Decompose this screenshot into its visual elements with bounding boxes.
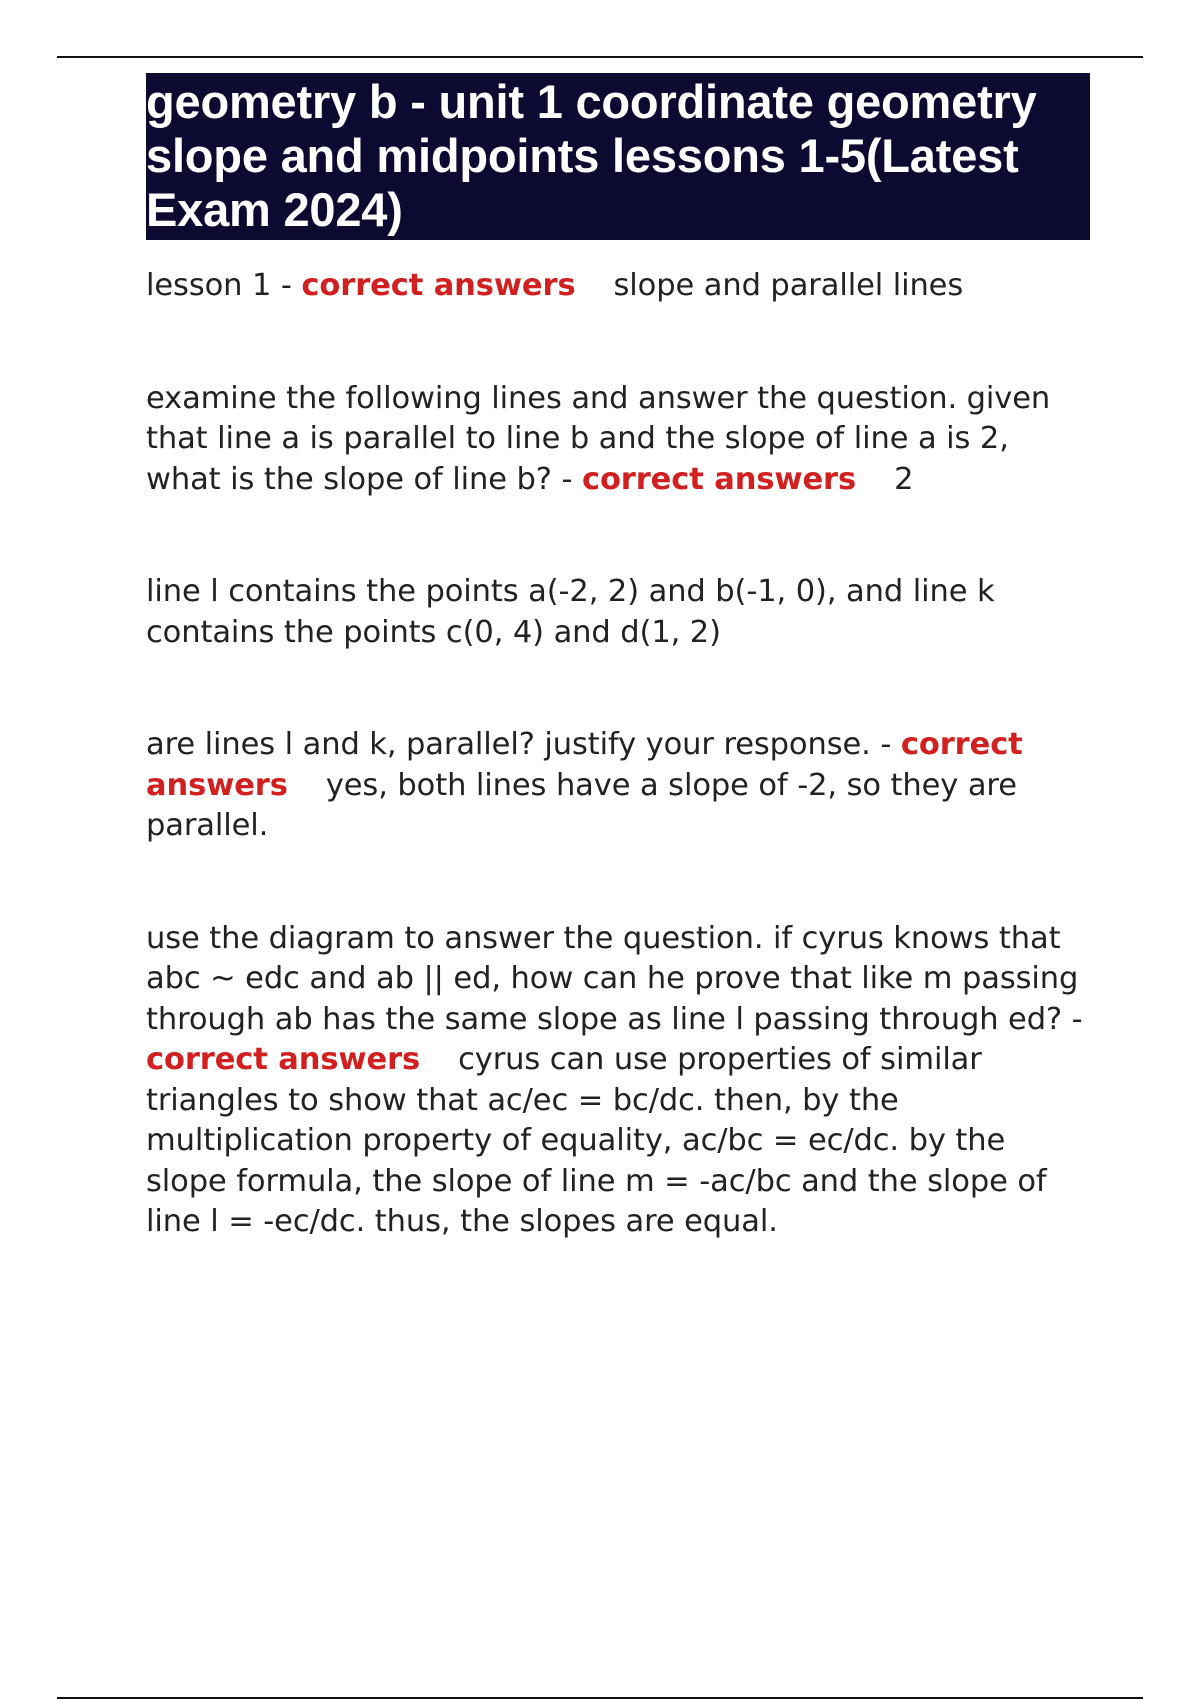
statement-entry — [146, 572, 1090, 653]
separator: - — [870, 727, 901, 762]
answer-text: slope and parallel lines — [613, 268, 964, 303]
answer-label: correct answers — [146, 1042, 421, 1077]
answer-text: cyrus can use properties of similar triangles to show that ac/ec = bc/dc. then, by the multiplication property of equality, ac/bc = ec/dc. by the slope formula, the slope of line m = -ac/bc and the slope of line l = -ec/dc. thus, the slopes are equal. — [146, 1042, 1047, 1239]
qa-entry-2 — [146, 379, 1090, 501]
document-body — [146, 73, 1090, 1243]
qa-entry-4 — [146, 919, 1090, 1243]
answer-label: correct answers — [301, 268, 576, 303]
title-banner — [146, 73, 1090, 240]
bottom-rule — [57, 1697, 1143, 1699]
question-text: lesson 1 — [146, 268, 272, 303]
separator: - — [271, 268, 302, 303]
separator: - — [1062, 1001, 1083, 1037]
question-text: use the diagram to answer the question. if cyrus knows that abc ~ edc and ab || ed, how can he prove that like m passing through ab has the same slope as line l passing through ed? — [146, 920, 1079, 1037]
qa-entry-3 — [146, 725, 1090, 847]
question-text: examine the following lines and answer the question. given that line a is parallel to line b and the slope of line a is 2, what is the slope of line b? — [146, 380, 1051, 497]
answer-text: 2 — [894, 461, 914, 497]
statement-text: line l contains the points a(-2, 2) and b(-1, 0), and line k contains the points c(0, 4) and d(1, 2) — [146, 574, 995, 650]
top-rule — [57, 56, 1143, 58]
answer-label: correct answers — [581, 461, 857, 497]
separator: - — [551, 461, 582, 497]
document-title: geometry b - unit 1 coordinate geometry slope and midpoints lessons 1-5(Latest Exam 2024) — [146, 75, 1037, 236]
answer-text: yes, both lines have a slope of -2, so they are parallel. — [146, 767, 1017, 843]
question-text: are lines l and k, parallel? justify your response. — [146, 727, 871, 762]
qa-entry-1 — [146, 266, 1090, 307]
answer-label: correct answers — [146, 727, 1023, 803]
